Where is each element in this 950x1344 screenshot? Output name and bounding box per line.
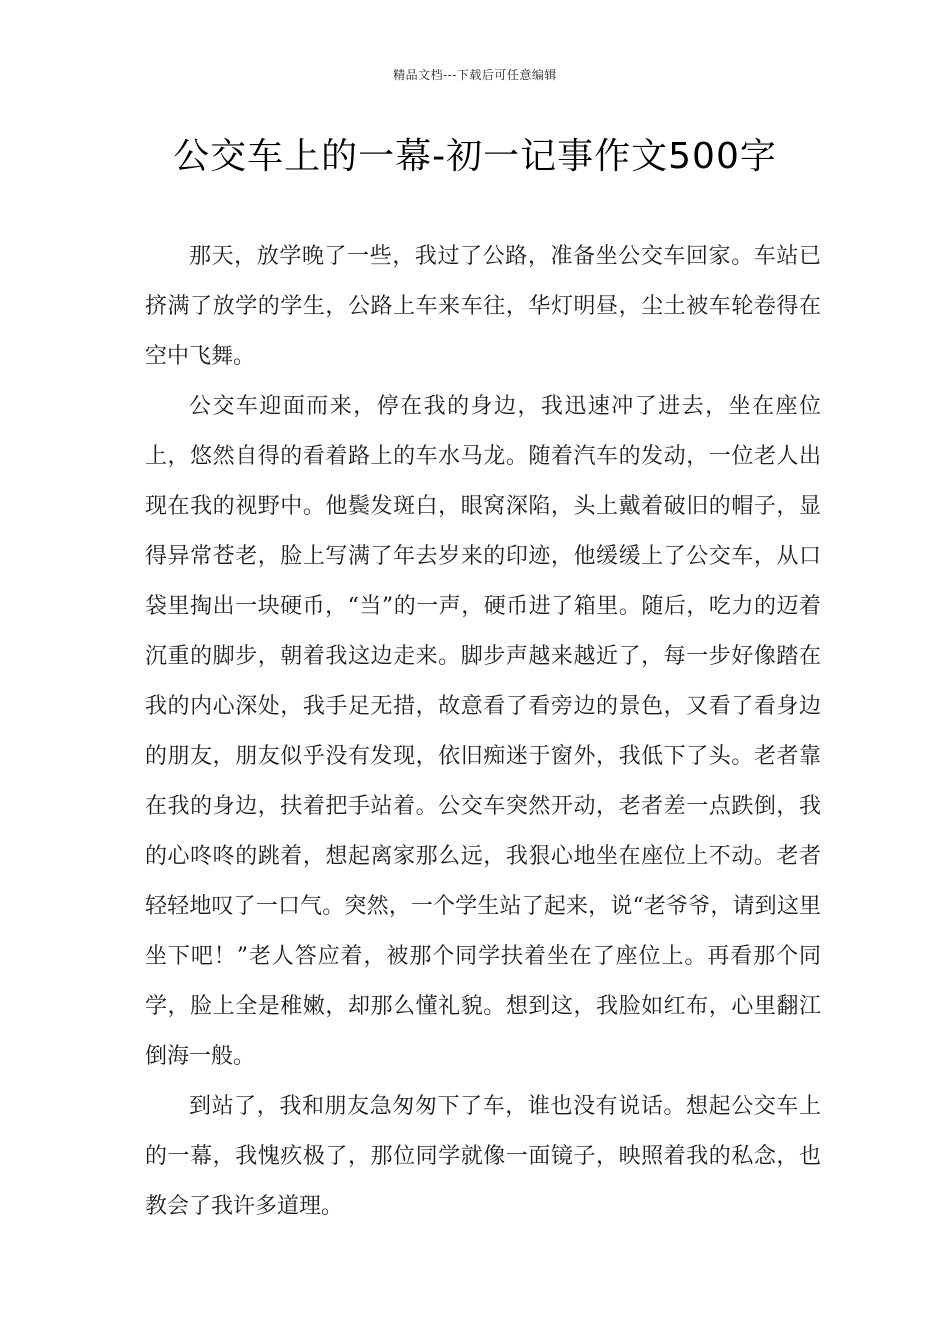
paragraph-1: 那天，放学晚了一些，我过了公路，准备坐公交车回家。车站已挤满了放学的学生，公路上车来车往，华灯明昼，尘土被车轮卷得在空中飞舞。 — [145, 244, 821, 369]
paragraph-2: 公交车迎面而来，停在我的身边，我迅速冲了进去，坐在座位上，悠然自得的看着路上的车水马龙。随着汽车的发动，一位老人出现在我的视野中。他鬓发斑白，眼窝深陷，头上戴着破旧的帽子，显得异常苍老，脸上写满了年去岁来的印迹，他缓缓上了公交车，从口袋里掏出一块硬币，“当”的一声，硬币进了箱里。随后，吃力的迈着沉重的脚步，朝着我这边走来。脚步声越来越近了，每一步好像踏在我的内心深处，我手足无措，故意看了看旁边的景色，又看了看身边的朋友，朋友似乎没有发现，依旧痴迷于窗外，我低下了头。老者靠在我的身边，扶着把手站着。公交车突然开动，老者差一点跌倒，我的心咚咚的跳着，想起离家那么远，我狠心地坐在座位上不动。老者轻轻地叹了一口气。突然，一个学生站了起来，说“老爷爷，请到这里坐下吧！”老人答应着，被那个同学扶着坐在了座位上。再看那个同学，脸上全是稚嫩，却那么懂礼貌。想到这，我脸如红布，心里翻江倒海一般。 — [145, 394, 821, 1069]
header-note: 精品文档---下载后可任意编辑 — [393, 68, 557, 82]
document-title: 公交车上的一幕-初一记事作文500字 — [173, 136, 777, 177]
paragraph-3: 到站了，我和朋友急匆匆下了车，谁也没有说话。想起公交车上的一幕，我愧疚极了，那位同学就像一面镜子，映照着我的私念，也教会了我许多道理。 — [145, 1094, 821, 1219]
document-body — [145, 232, 821, 1232]
